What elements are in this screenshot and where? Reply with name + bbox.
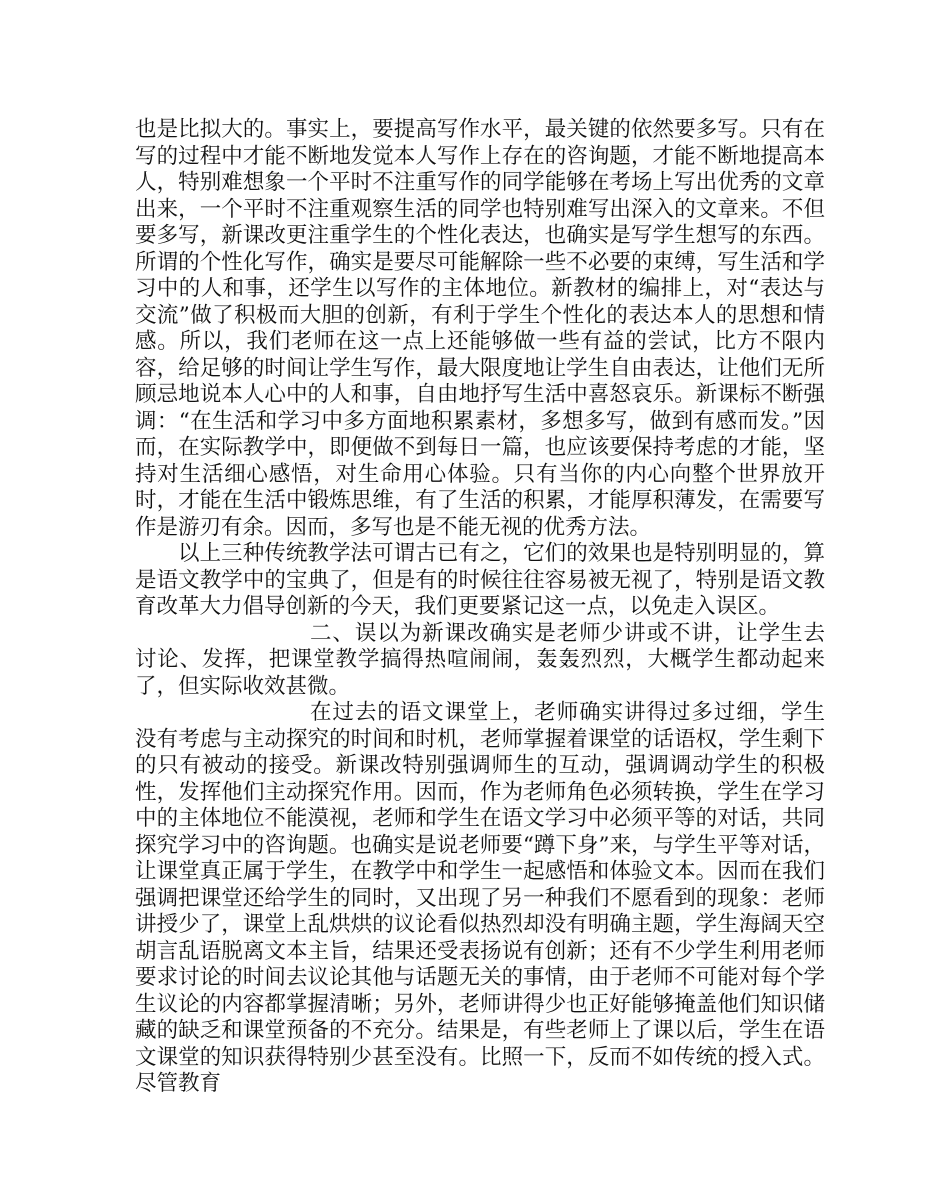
paragraph-body: 在过去的语文课堂上，老师确实讲得过多过细，学生没有考虑与主动探究的时间和时机，老师掌握着课堂的话语权，学生剩下的只有被动的接受。新课改特别强调师生的互动，强调调动学生的积极性，发挥他们主动探究作用。因而，作为老师角色必须转换，学生在学习中的主体地位不能漠视，老师和学生在语文学习中必须平等的对话，共同探究学习中的咨询题。也确实是说老师要“蹲下身”来，与学生平等对话，让课堂真正属于学生，在教学中和学生一起感悟和体验文本。因而在我们强调把课堂还给学生的同时，又出现了另一种我们不愿看到的现象：老师讲授少了，课堂上乱烘烘的议论看似热烈却没有明确主题，学生海阔天空胡言乱语脱离文本主旨，结果还受表扬说有创新；还有不少学生利用老师要求讨论的时间去议论其他与话题无关的事情，由于老师不可能对每个学生议论的内容都掌握清晰；另外，老师讲得少也正好能够掩盖他们知识储藏的缺乏和课堂预备的不充分。结果是，有些老师上了课以后，学生在语文课堂的知识获得特别少甚至没有。比照一下，反而不如传统的授入式。尽管教育	[135, 700, 825, 1096]
paragraph-summary: 以上三种传统教学法可谓古已有之，它们的效果也是特别明显的，算是语文教学中的宝典了，但是有的时候往往容易被无视了，特别是语文教育改革大力倡导创新的今天，我们更要紧记这一点，以免走入误区。	[135, 541, 825, 619]
paragraph-continuation: 也是比拟大的。事实上，要提高写作水平，最关键的依然要多写。只有在写的过程中才能不断地发觉本人写作上存在的咨询题，才能不断地提高本人，特别难想象一个平时不注重写作的同学能够在考场上写出优秀的文章出来，一个平时不注重观察生活的同学也特别难写出深入的文章来。不但要多写，新课改更注重学生的个性化表达，也确实是写学生想写的东西。所谓的个性化写作，确实是要尽可能解除一些不必要的束缚，写生活和学习中的人和事，还学生以写作的主体地位。新教材的编排上，对“表达与交流”做了积极而大胆的创新，有利于学生个性化的表达本人的思想和情感。所以，我们老师在这一点上还能够做一些有益的尝试，比方不限内容，给足够的时间让学生写作，最大限度地让学生自由表达，让他们无所顾忌地说本人心中的人和事，自由地抒写生活中喜怒哀乐。新课标不断强调：“在生活和学习中多方面地积累素材，多想多写，做到有感而发。”因而，在实际教学中，即便做不到每日一篇，也应该要保持考虑的才能，坚持对生活细心感悟，对生命用心体验。只有当你的内心向整个世界放开时，才能在生活中锻炼思维，有了生活的积累，才能厚积薄发，在需要写作是游刃有余。因而，多写也是不能无视的优秀方法。	[135, 117, 825, 540]
section-heading-two: 二、误以为新课改确实是老师少讲或不讲，让学生去讨论、发挥，把课堂教学搞得热喧闹闹，轰轰烈烈，大概学生都动起来了，但实际收效甚微。	[135, 620, 825, 699]
document-page	[135, 117, 825, 1098]
